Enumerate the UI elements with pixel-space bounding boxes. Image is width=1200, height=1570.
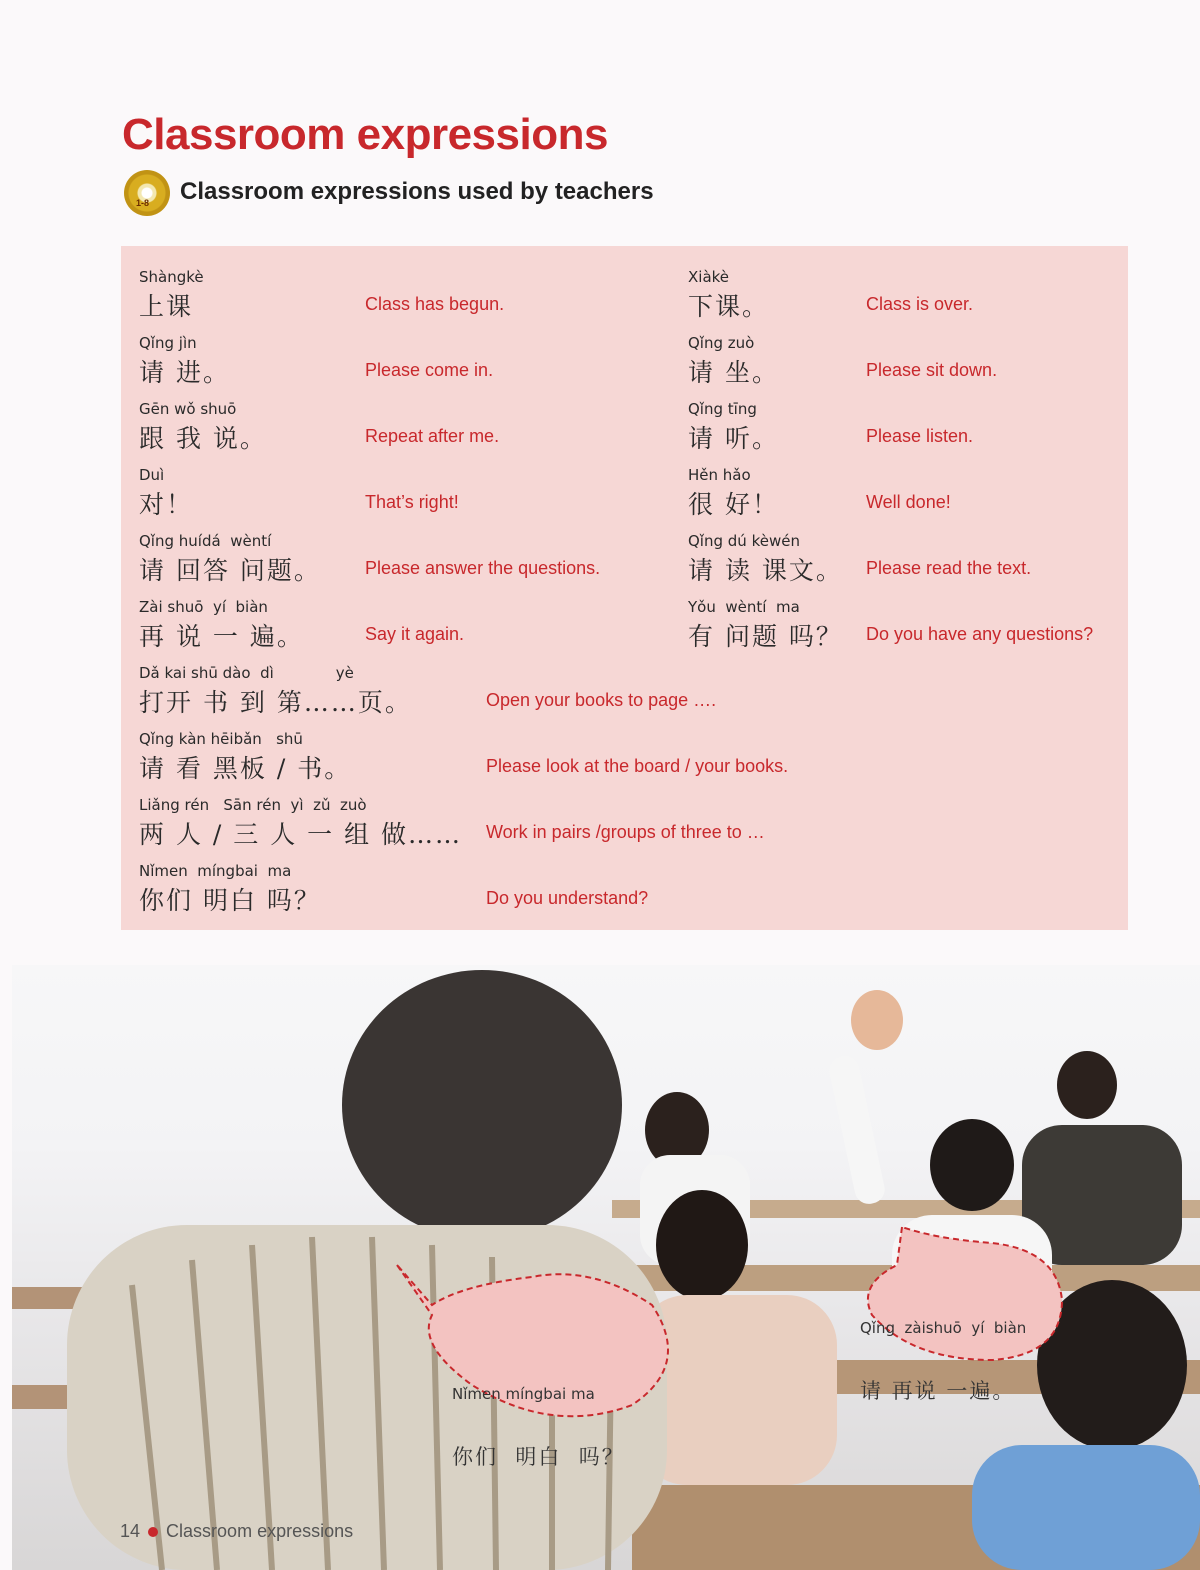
expression-hanzi: 请 读 课文。: [688, 556, 843, 585]
expression-english: Say it again.: [365, 624, 465, 644]
expression-pinyin: Qǐng tīng: [688, 400, 757, 418]
expression-hanzi: 打开 书 到 第……页。: [139, 688, 412, 717]
expression-english: Class is over.: [866, 294, 974, 314]
expression-pinyin: Xiàkè: [688, 268, 730, 286]
expression-pinyin: Qǐng dú kèwén: [688, 532, 800, 550]
expression-hanzi: 上课: [139, 292, 194, 321]
expression-hanzi: 跟 我 说。: [139, 424, 267, 453]
page-footer: [110, 1500, 353, 1542]
student-body: [972, 1445, 1200, 1570]
expression-hanzi: 再 说 一 遍。: [139, 622, 304, 651]
expressions-panel: [121, 246, 1128, 930]
expression-pinyin: Liǎng rén Sān rén yì zǔ zuò: [139, 796, 367, 814]
student-head: [930, 1119, 1014, 1211]
section-subtitle: Classroom expressions used by teachers: [180, 178, 654, 205]
expression-pinyin: Qǐng jìn: [139, 334, 197, 352]
expression-pinyin: Qǐng kàn hēibǎn shū: [139, 730, 303, 748]
expression-english: Please sit down.: [866, 360, 998, 380]
expression-english: Please listen.: [866, 426, 974, 446]
expression-hanzi: 你们 明白 吗？: [139, 886, 321, 915]
bubble-pinyin: Nǐmen míngbai ma: [452, 1385, 595, 1403]
audio-cd-icon[interactable]: [124, 170, 170, 216]
expression-hanzi: 有 问题 吗？: [688, 622, 843, 651]
expression-english: Class has begun.: [365, 294, 505, 314]
page-number: 14: [120, 1521, 141, 1541]
expression-pinyin: Qǐng zuò: [688, 334, 755, 352]
expression-english: Repeat after me.: [365, 426, 500, 446]
student-head: [656, 1190, 748, 1300]
expression-pinyin: Duì: [139, 466, 165, 484]
raised-hand: [851, 990, 903, 1050]
expression-english: Work in pairs /groups of three to …: [486, 822, 765, 842]
expression-hanzi: 请 进。: [139, 358, 230, 387]
expression-hanzi: 很 好！: [688, 490, 779, 519]
expression-english: Please come in.: [365, 360, 494, 380]
expression-english: Please look at the board / your books.: [486, 756, 789, 776]
expression-hanzi: 请 回答 问题。: [139, 556, 321, 585]
bubble-pinyin: Qǐng zàishuō yí biàn: [860, 1319, 1027, 1337]
expression-english: Do you understand?: [486, 888, 649, 908]
bubble-hanzi: 请 再说 一遍。: [860, 1379, 1016, 1403]
expression-english: Well done!: [866, 492, 951, 512]
expression-pinyin: Yǒu wèntí ma: [688, 598, 800, 616]
expression-hanzi: 两 人 / 三 人 一 组 做……: [139, 820, 463, 849]
student-head: [1057, 1051, 1117, 1119]
expression-hanzi: 请 听。: [688, 424, 779, 453]
expression-pinyin: Hěn hǎo: [688, 466, 751, 484]
expression-english: Please read the text.: [866, 558, 1032, 578]
bullet-icon: [148, 1527, 158, 1537]
expression-hanzi: 对！: [139, 490, 194, 519]
expression-pinyin: Shàngkè: [139, 268, 204, 286]
bubble-hanzi: 你们 明白 吗？: [452, 1445, 625, 1469]
page-title: Classroom expressions: [122, 110, 608, 159]
expression-hanzi: 下课。: [688, 292, 770, 321]
expression-pinyin: Dǎ kai shū dào dì yè: [139, 664, 354, 682]
classroom-photo: [12, 965, 1200, 1570]
expression-hanzi: 请 看 黑板 / 书。: [139, 754, 352, 783]
expression-english: That’s right!: [365, 492, 459, 512]
expression-pinyin: Zài shuō yí biàn: [139, 598, 268, 616]
expression-english: Open your books to page ….: [486, 690, 717, 710]
expression-hanzi: 请 坐。: [688, 358, 779, 387]
teacher-bubble-text: [452, 1347, 625, 1509]
expression-pinyin: Nǐmen míngbai ma: [139, 862, 292, 880]
expression-english: Do you have any questions?: [866, 624, 1094, 644]
expression-pinyin: Qǐng huídá wèntí: [139, 532, 272, 550]
expression-pinyin: Gēn wǒ shuō: [139, 400, 237, 418]
student-bubble-text: [860, 1281, 1026, 1443]
footer-section: Classroom expressions: [166, 1521, 354, 1541]
teacher-head: [342, 970, 622, 1240]
cd-track-number: 1-8: [136, 198, 150, 208]
expression-english: Please answer the questions.: [365, 558, 601, 578]
raised-arm: [827, 1054, 888, 1207]
